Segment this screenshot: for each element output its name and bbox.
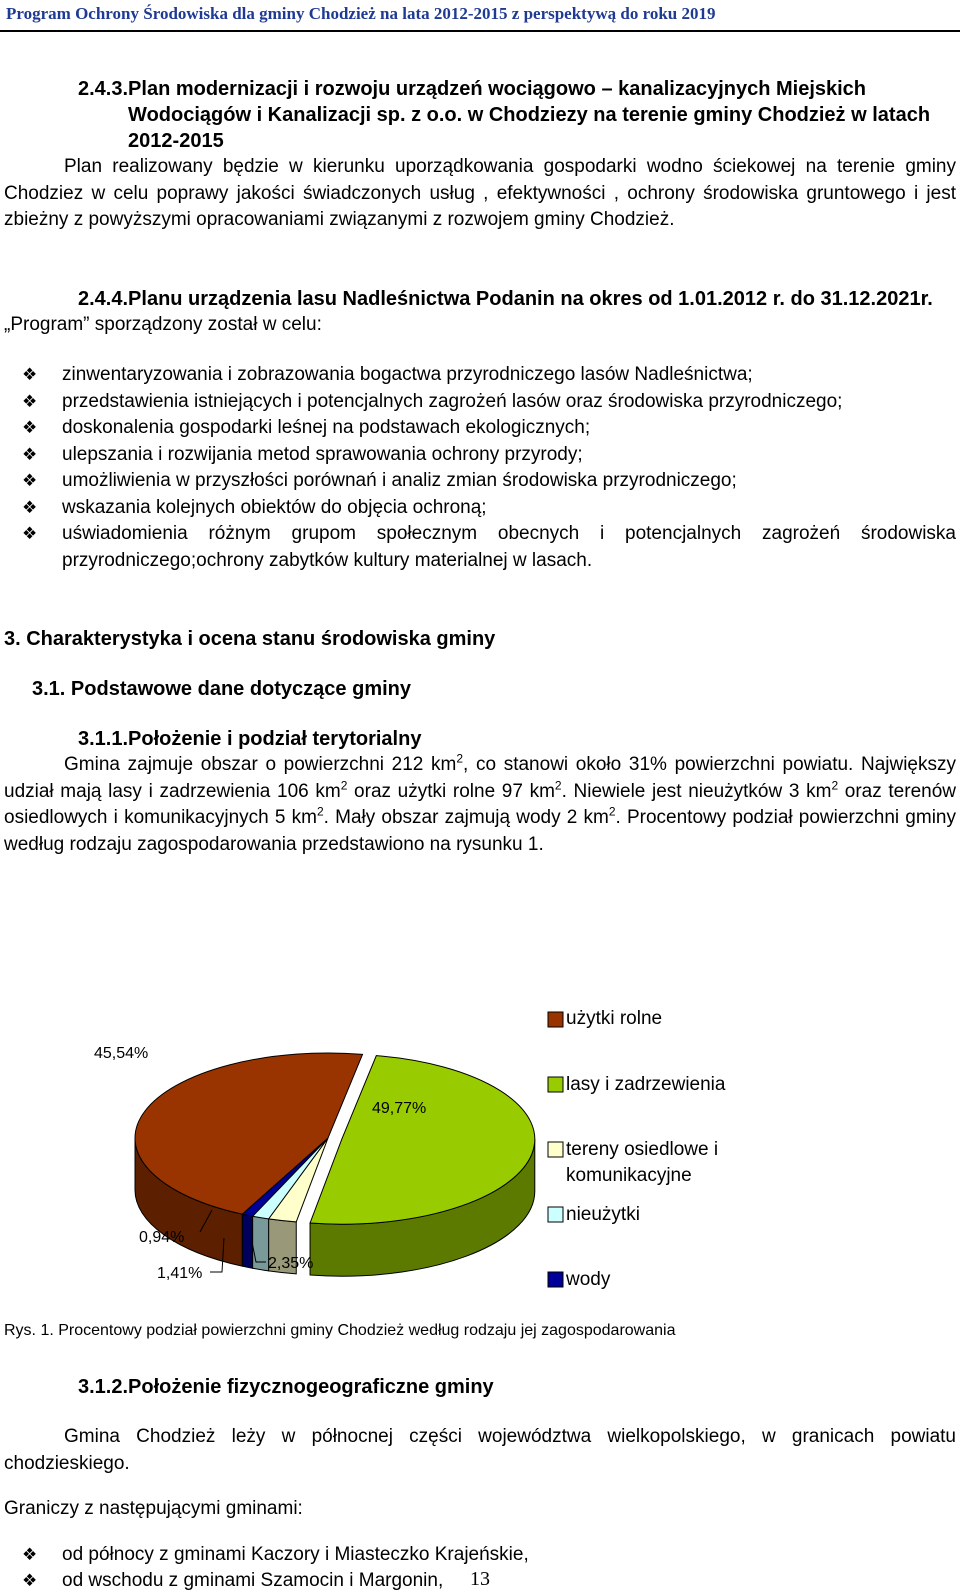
- superscript: 2: [456, 751, 464, 766]
- superscript: 2: [316, 804, 324, 819]
- diamond-bullet-icon: ❖: [22, 365, 38, 384]
- section-3-1-2: [4, 1374, 956, 1595]
- legend-label-tereny-2: komunikacyjne: [566, 1165, 692, 1186]
- diamond-bullet-icon: ❖: [22, 1544, 38, 1564]
- heading-3: 3. Charakterystyka i ocena stanu środowiska gminy: [4, 628, 496, 650]
- heading-3-1-1: [4, 726, 956, 752]
- legend-swatch-lasy: [548, 1077, 563, 1092]
- list-item-text: od wschodu z gminami Szamocin i Margonin,: [62, 1570, 444, 1591]
- goals-list: [4, 362, 956, 574]
- spacer: [4, 1400, 956, 1405]
- spacer: [4, 234, 956, 286]
- paragraph-3-1-2: Gmina Chodzież leży w północnej części województwa wielkopolskiego, w granicach powiatu chodzieskiego.: [4, 1426, 956, 1474]
- legend-label-lasy: lasy i zadrzewienia: [566, 1074, 726, 1095]
- label-tereny-osiedlowe: 2,35%: [268, 1255, 314, 1272]
- legend-swatch-tereny: [548, 1142, 563, 1157]
- heading-text: Planu urządzenia lasu Nadleśnictwa Podanin na okres od 1.01.2012 r. do 31.12.2021r.: [128, 287, 933, 310]
- text-run: . Procentowy podział powierzchni gminy według rodzaju zagospodarowania przedstawiono na rysunku 1.: [4, 807, 956, 855]
- diamond-bullet-icon: ❖: [22, 418, 38, 437]
- list-item-text: uświadomienia różnym grupom społecznym obecnych i potencjalnych zagrożeń środowiska przyrodniczego;ochrony zabytków kultury materialnej w lasach.: [62, 523, 956, 571]
- heading-text: Położenie fizycznogeograficzne gminy: [128, 1376, 494, 1398]
- list-item-text: ulepszania i rozwijania metod sprawowania ochrony przyrody;: [62, 443, 583, 465]
- list-item: [4, 415, 956, 442]
- page-number: 13: [470, 1568, 490, 1590]
- legend-swatch-wody: [548, 1272, 563, 1287]
- pie-slice-side-nieuzytki: [253, 1216, 269, 1271]
- list-item: [4, 1542, 956, 1569]
- spacer: [4, 702, 956, 726]
- legend-label-tereny-1: tereny osiedlowe i: [566, 1139, 719, 1160]
- pie-chart-svg: [0, 1010, 960, 1310]
- heading-3-1: 3.1. Podstawowe dane dotyczące gminy: [32, 678, 412, 700]
- list-item: [4, 495, 956, 522]
- list-item-text: umożliwienia w przyszłości porównań i analiz zmian środowiska przyrodniczego;: [62, 470, 737, 491]
- heading-text: Plan modernizacji i rozwoju urządzeń wociągowo – kanalizacyjnych Miejskich Wodociągów i Kanalizacji sp. z o.o. w Chodziezy na terenie gminy Chodzież w latach 2012-2015: [128, 78, 931, 152]
- superscript: 2: [340, 778, 348, 793]
- spacer: [4, 652, 956, 676]
- superscript: 2: [608, 804, 616, 819]
- heading-number: 3.1.2.: [78, 1376, 129, 1398]
- figure-caption: Rys. 1. Procentowy podział powierzchni gminy Chodzież według rodzaju jej zagospodarowania: [4, 1322, 676, 1339]
- heading-number: 2.4.4.: [78, 287, 129, 310]
- heading-2-4-3: [4, 76, 956, 154]
- borders-intro: Graniczy z następującymi gminami:: [4, 1498, 303, 1519]
- heading-number: 2.4.3.: [78, 78, 129, 100]
- header-rule: [0, 30, 960, 32]
- main-content: [4, 76, 956, 858]
- pie-slices: [135, 1053, 535, 1276]
- text-run: . Niewiele jest nieużytków 3 km: [561, 780, 832, 802]
- diamond-bullet-icon: ❖: [22, 1571, 38, 1590]
- pie-slice-side-wody: [242, 1214, 252, 1268]
- heading-number: 3.1.1.: [78, 728, 129, 750]
- paragraph-3-1-1: [4, 752, 956, 858]
- list-item: [4, 521, 956, 574]
- legend-swatch-nieuzytki: [548, 1207, 563, 1222]
- paragraph-2-4-3: Plan realizowany będzie w kierunku uporządkowania gospodarki wodno ściekowej na terenie gminy Chodziez w celu poprawy jakości świadczonych usług , efektywności , ochrony środowiska gruntowego i jest zbieżny z powyższymi opracowaniami związanymi z rozwojem gminy Chodzież.: [4, 156, 956, 230]
- legend-label-uzytki-rolne: użytki rolne: [566, 1010, 663, 1029]
- spacer: [4, 338, 956, 362]
- diamond-bullet-icon: ❖: [22, 444, 38, 464]
- superscript: 2: [831, 778, 839, 793]
- legend-label-nieuzytki: nieużytki: [566, 1204, 640, 1225]
- list-item: [4, 389, 956, 416]
- heading-2-4-4: [4, 286, 956, 312]
- list-item: [4, 362, 956, 389]
- diamond-bullet-icon: ❖: [22, 471, 38, 490]
- text-run: . Mały obszar zajmują wody 2 km: [323, 807, 609, 828]
- label-nieuzytki: 1,41%: [157, 1265, 203, 1282]
- text-run: oraz terenów osiedlowych i komunikacyjnych 5 km: [4, 780, 956, 828]
- text-run: Gmina zajmuje obszar o powierzchni 212 km: [64, 754, 457, 775]
- legend-label-wody: wody: [566, 1269, 611, 1290]
- list-item-text: od północy z gminami Kaczory i Miasteczko Krajeńskie,: [62, 1543, 529, 1565]
- chart-legend: [548, 1010, 726, 1290]
- list-item-text: doskonalenia gospodarki leśnej na podstawach ekologicznych;: [62, 417, 591, 438]
- land-use-pie-chart: [0, 1010, 960, 1310]
- heading-3-1-2: [4, 1374, 956, 1400]
- diamond-bullet-icon: ❖: [22, 524, 38, 543]
- label-lasy: 49,77%: [372, 1100, 427, 1117]
- heading-text: Położenie i podział terytorialny: [128, 728, 422, 750]
- running-header: Program Ochrony Środowiska dla gminy Chodzież na lata 2012-2015 z perspektywą do roku 2019: [6, 4, 716, 23]
- list-item-text: wskazania kolejnych obiektów do objęcia ochroną;: [62, 496, 487, 518]
- legend-swatch-uzytki-rolne: [548, 1012, 563, 1027]
- label-wody: 0,94%: [139, 1229, 185, 1246]
- list-item: [4, 442, 956, 469]
- diamond-bullet-icon: ❖: [22, 497, 38, 517]
- list-item-text: zinwentaryzowania i zobrazowania bogactwa przyrodniczego lasów Nadleśnictwa;: [62, 364, 753, 385]
- label-uzytki-rolne: 45,54%: [94, 1045, 149, 1062]
- text-run: oraz użytki rolne 97 km: [347, 780, 555, 802]
- list-item: [4, 468, 956, 495]
- spacer: [4, 574, 956, 626]
- text-run: , co stanowi około 31% powierzchni powiatu. Największy udział mają lasy i zadrzewienia 106 km: [4, 754, 957, 802]
- superscript: 2: [554, 778, 562, 793]
- diamond-bullet-icon: ❖: [22, 391, 38, 411]
- list-item-text: przedstawienia istniejących i potencjalnych zagrożeń lasów oraz środowiska przyrodniczego;: [62, 390, 843, 412]
- program-intro: „Program” sporządzony został w celu:: [4, 313, 322, 335]
